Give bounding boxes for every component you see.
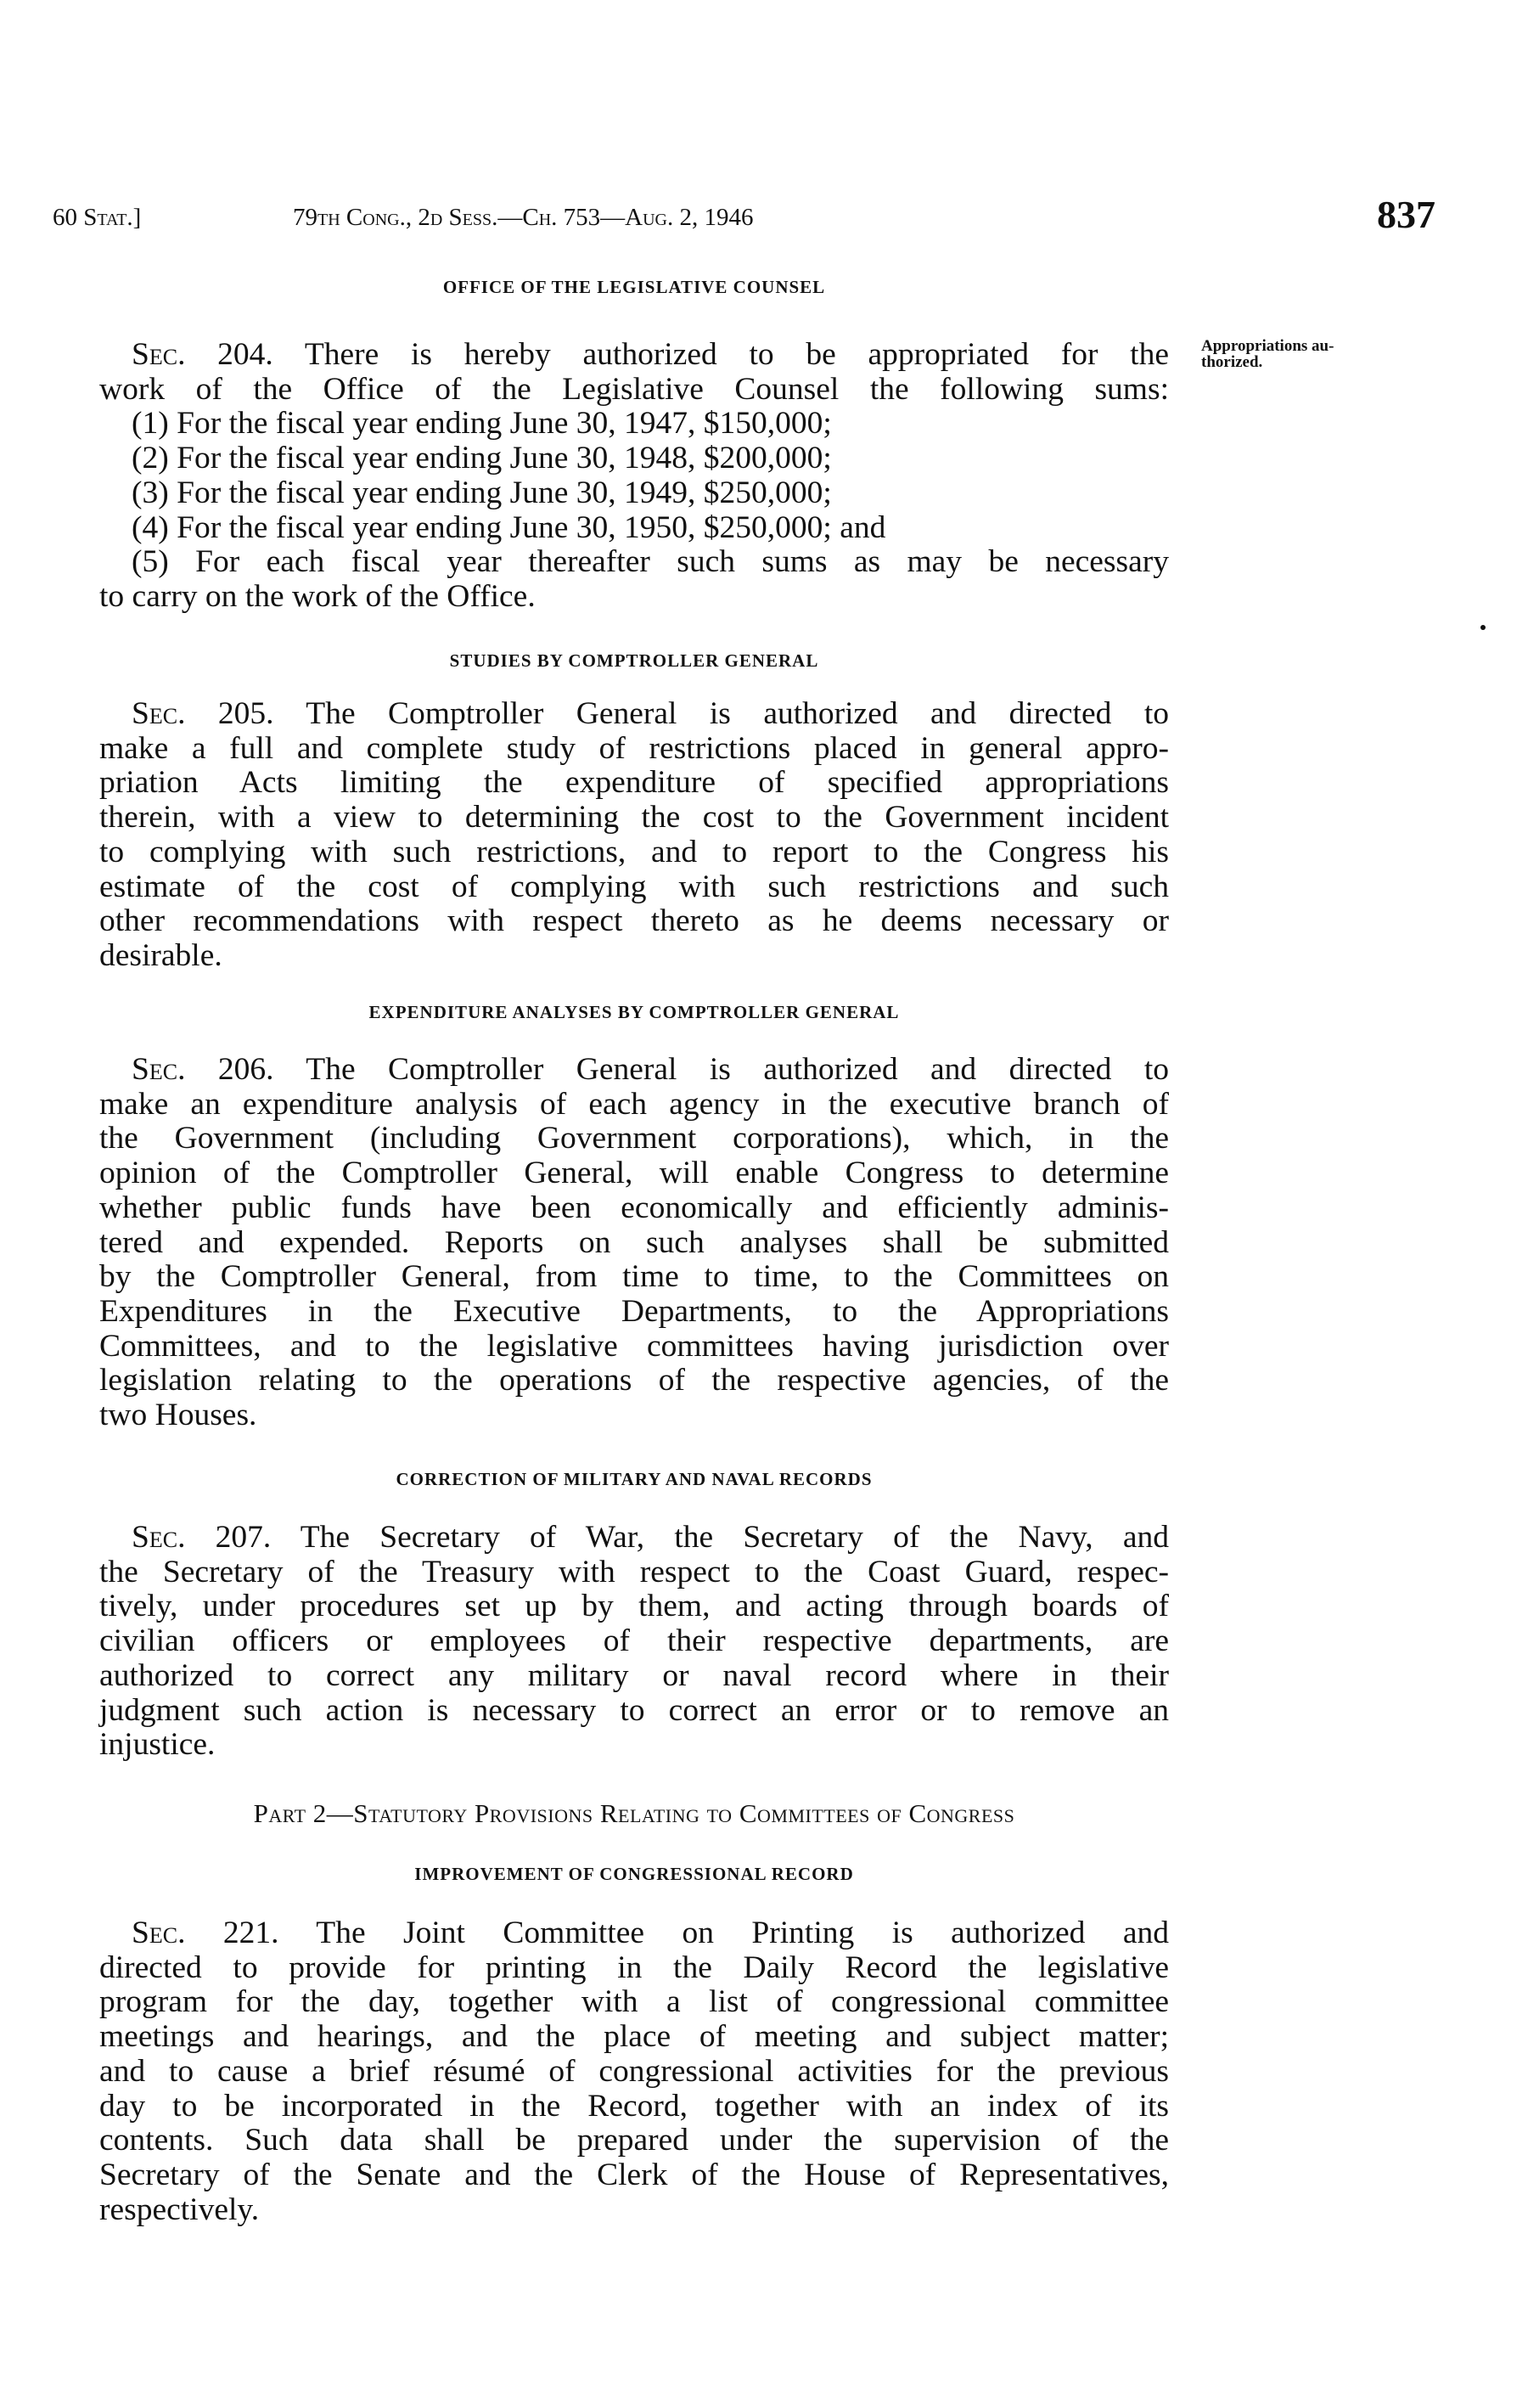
heading-expenditure-analyses: EXPENDITURE ANALYSES BY COMPTROLLER GENERAL [368, 1002, 900, 1022]
heading-records: CORRECTION OF MILITARY AND NAVAL RECORDS [396, 1469, 873, 1489]
line-text: therein, with a view to determining the cost to the Government incident [99, 800, 1169, 835]
section-204 [99, 338, 1169, 615]
text-line [99, 1659, 1169, 1694]
heading-legislative-counsel: OFFICE OF THE LEGISLATIVE COUNSEL [442, 277, 826, 297]
stray-dot [1480, 625, 1486, 630]
text-line [99, 580, 1169, 615]
text-line [99, 2193, 1169, 2228]
part-heading: Part 2—Statutory Provisions Relating to Committees of Congress [253, 1798, 1015, 1828]
text-line [99, 1624, 1169, 1659]
line-text: by the Comptroller General, from time to time, to the Committees on [99, 1259, 1169, 1295]
text-line [99, 1364, 1169, 1398]
section-label: Sec. 205. [132, 696, 274, 731]
line-text: make an expenditure analysis of each agency in the executive branch of [99, 1086, 1169, 1122]
text-line [99, 904, 1169, 939]
line-text: program for the day, together with a list of congressional committee [99, 1984, 1169, 2020]
line-text: the Secretary of the Treasury with respect to the Coast Guard, respec- [99, 1554, 1169, 1589]
line-text: two Houses. [99, 1398, 257, 1433]
line-text: and to cause a brief résumé of congressional activities for the previous [99, 2053, 1169, 2089]
text-line [99, 801, 1169, 835]
line-text: Secretary of the Senate and the Clerk of the House of Representatives, [99, 2157, 1169, 2192]
line-text: to complying with such restrictions, and to report to the Congress his [99, 834, 1169, 869]
text-line [99, 373, 1169, 408]
text-line [99, 1191, 1169, 1226]
line-text: (3) For the fiscal year ending June 30, 1949, $250,000; [132, 475, 832, 510]
line-text: civilian officers or employees of their respective departments, are [99, 1623, 1169, 1659]
line-text: tively, under procedures set up by them, and acting through boards of [99, 1589, 1169, 1624]
text-line [99, 1985, 1169, 2020]
line-text: Expenditures in the Executive Departments, to the Appropriations [99, 1293, 1169, 1329]
line-text: (4) For the fiscal year ending June 30, 1950, $250,000; and [132, 509, 886, 545]
text-line [99, 1728, 1169, 1763]
text-line [99, 1589, 1169, 1624]
text-line [99, 2158, 1169, 2193]
text-line [99, 1330, 1169, 1364]
text-line [99, 2124, 1169, 2158]
line-text: (2) For the fiscal year ending June 30, 1948, $200,000; [132, 441, 832, 476]
text-line [99, 476, 1169, 511]
text-line [99, 1398, 1169, 1433]
section-221 [99, 1916, 1169, 2227]
text-line [99, 1521, 1169, 1556]
text-line [99, 1694, 1169, 1729]
line-text: The Comptroller General is authorized and directed to [273, 1052, 1169, 1087]
text-line [99, 1053, 1169, 1088]
text-line [99, 2090, 1169, 2124]
text-line [99, 1951, 1169, 1986]
heading-studies: STUDIES BY COMPTROLLER GENERAL [449, 650, 819, 671]
heading-congressional-record: IMPROVEMENT OF CONGRESSIONAL RECORD [414, 1864, 854, 1884]
line-text: authorized to correct any military or naval record where in their [99, 1657, 1169, 1693]
text-line [99, 1295, 1169, 1330]
line-text: injustice. [99, 1727, 216, 1763]
line-text: judgment such action is necessary to correct an error or to remove an [99, 1692, 1169, 1728]
section-205 [99, 697, 1169, 974]
statute-reference: 60 Stat.] [53, 204, 142, 231]
section-206 [99, 1053, 1169, 1433]
line-text: priation Acts limiting the expenditure of specified appropriations [99, 765, 1169, 801]
text-line [99, 870, 1169, 905]
text-line [99, 1916, 1169, 1951]
section-label: Sec. 221. [132, 1916, 279, 1950]
line-text: respectively. [99, 2191, 260, 2227]
line-text: directed to provide for printing in the Daily Record the legislative [99, 1949, 1169, 1985]
text-line [99, 1226, 1169, 1261]
line-text: whether public funds have been economically and efficiently adminis- [99, 1190, 1169, 1225]
text-line [99, 939, 1169, 974]
running-header: 79th Cong., 2d Sess.—Ch. 753—Aug. 2, 1946 [293, 204, 754, 231]
line-text: The Joint Committee on Printing is authorized and [278, 1916, 1169, 1950]
text-line [99, 338, 1169, 373]
line-text: Committees, and to the legislative committees having jurisdiction over [99, 1328, 1169, 1364]
line-text: make a full and complete study of restrictions placed in general appro- [99, 730, 1169, 766]
section-207 [99, 1521, 1169, 1763]
text-line [99, 1122, 1169, 1156]
line-text: tered and expended. Reports on such analyses shall be submitted [99, 1224, 1169, 1260]
text-line [99, 1156, 1169, 1191]
line-text: the Government (including Government corporations), which, in the [99, 1121, 1169, 1156]
line-text: to carry on the work of the Office. [99, 578, 536, 614]
text-line [99, 2055, 1169, 2090]
line-text: day to be incorporated in the Record, together with an index of its [99, 2088, 1169, 2124]
margin-note-line: Appropriations au- [1201, 337, 1334, 355]
line-text: legislation relating to the operations of the respective agencies, of the [99, 1363, 1169, 1398]
margin-note-line: thorized. [1201, 353, 1263, 371]
text-line [99, 1556, 1169, 1590]
line-text: (1) For the fiscal year ending June 30, 1947, $150,000; [132, 406, 832, 442]
line-text: desirable. [99, 937, 222, 973]
text-line [99, 697, 1169, 732]
line-text: There is hereby authorized to be appropriated for the [272, 337, 1169, 372]
line-text: The Secretary of War, the Secretary of the Navy, and [271, 1520, 1169, 1555]
line-text: meetings and hearings, and the place of meeting and subject matter; [99, 2019, 1169, 2055]
line-text: The Comptroller General is authorized and directed to [273, 696, 1169, 731]
text-line [99, 1260, 1169, 1295]
text-line [99, 442, 1169, 476]
section-label: Sec. 204. [132, 337, 273, 372]
margin-note [1201, 338, 1334, 370]
text-line [99, 835, 1169, 870]
text-line [99, 545, 1169, 580]
line-text: (5) For each fiscal year thereafter such sums as may be necessary [132, 544, 1169, 580]
line-text: work of the Office of the Legislative Counsel the following sums: [99, 371, 1169, 407]
section-label: Sec. 207. [132, 1520, 272, 1555]
page-number: 837 [1377, 193, 1435, 236]
line-text: estimate of the cost of complying with such restrictions and such [99, 869, 1169, 904]
line-text: contents. Such data shall be prepared under the supervision of the [99, 2123, 1169, 2158]
text-line [99, 2020, 1169, 2055]
line-text: other recommendations with respect thereto as he deems necessary or [99, 903, 1169, 939]
section-label: Sec. 206. [132, 1052, 274, 1087]
text-line [99, 1088, 1169, 1122]
text-line [99, 766, 1169, 801]
text-line [99, 732, 1169, 767]
text-line [99, 511, 1169, 546]
line-text: opinion of the Comptroller General, will enable Congress to determine [99, 1156, 1169, 1191]
text-line [99, 407, 1169, 442]
